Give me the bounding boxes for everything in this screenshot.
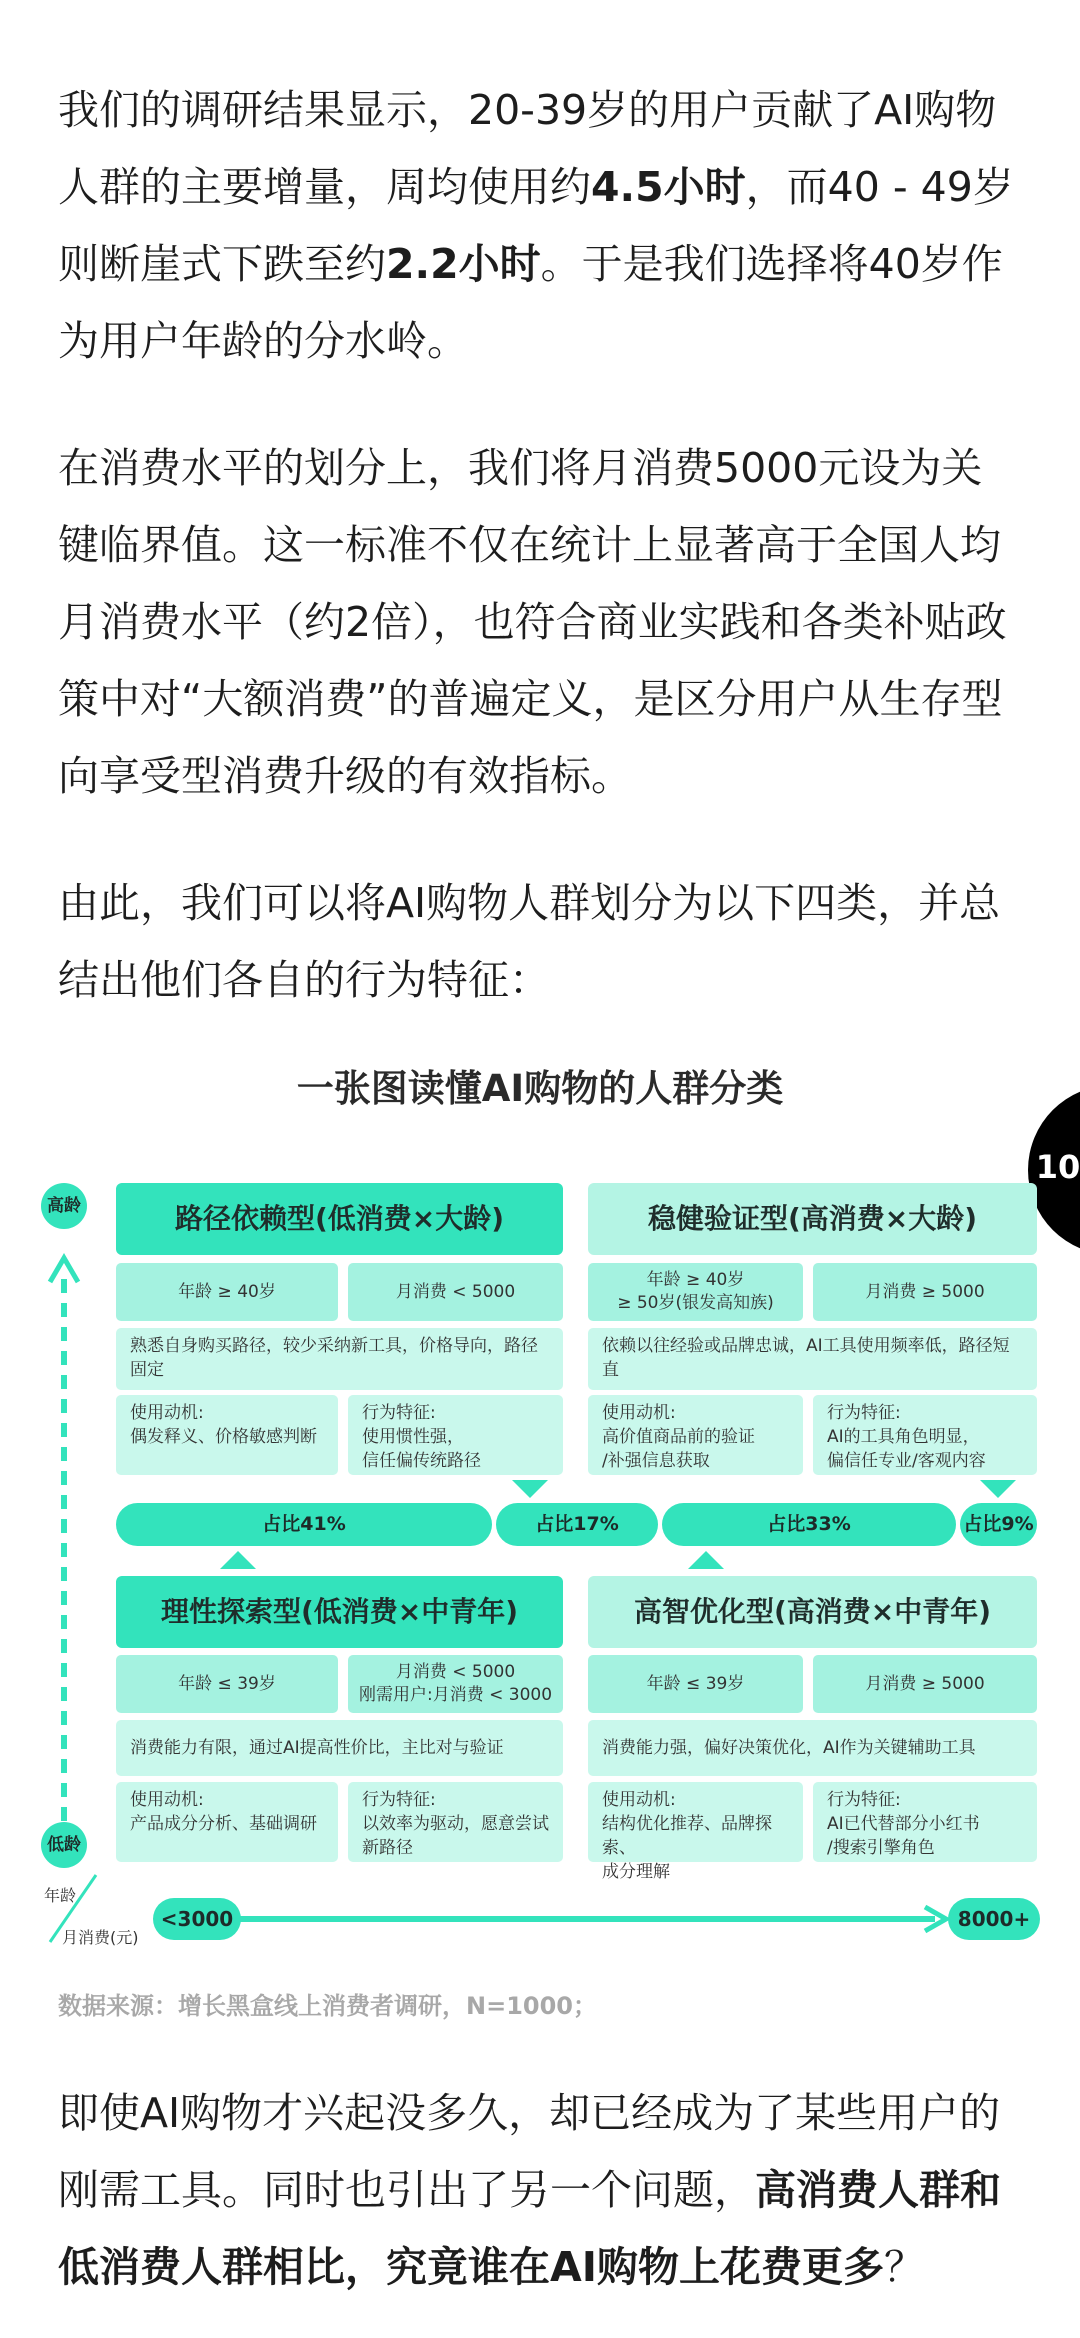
figure-title: 一张图读懂AI购物的人群分类 xyxy=(296,1067,784,1110)
quadrant-tr-behavior: 行为特征: AI的工具角色明显， 偏信任专业/客观内容 xyxy=(813,1395,1037,1475)
quadrant-rational-explore-title: 理性探索型(低消费×中青年) xyxy=(116,1576,563,1648)
quadrant-br-spend-chip: 月消费 ≥ 5000 xyxy=(813,1655,1037,1713)
quadrant-br-behavior: 行为特征: AI已代替部分小红书 /搜索引擎角色 xyxy=(813,1782,1037,1862)
age-high-label: 高龄 xyxy=(41,1183,87,1229)
share-smart-optimize: 占比9% xyxy=(960,1503,1037,1546)
consumption-paragraph: 在消费水平的划分上，我们将月消费5000元设为关键临界值。这一标准不仅在统计上显著高于全国人均月消费水平（约2倍），也符合商业实践和各类补贴政策中对“大额消费”的普遍定义，是区分用户从生存型向享受型消费升级的有效指标。 xyxy=(58,444,1007,800)
classification-paragraph: 由此，我们可以将AI购物人群划分为以下四类，并总结出他们各自的行为特征： xyxy=(58,879,1001,1004)
data-source-note: 数据来源：增长黑盒线上消费者调研，N=1000； xyxy=(58,1992,597,2020)
page-number: 10 xyxy=(1035,1148,1080,1186)
quadrant-br-description: 消费能力强，偏好决策优化，AI作为关键辅助工具 xyxy=(588,1720,1037,1776)
spend-high-label: 8000+ xyxy=(948,1898,1040,1940)
spend-axis-label: 月消费(元) xyxy=(62,1928,139,1947)
share-pointer xyxy=(512,1480,548,1498)
share-pointer xyxy=(980,1480,1016,1498)
quadrant-br-motive: 使用动机: 结构优化推荐、品牌探索、 成分理解 xyxy=(588,1782,803,1862)
quadrant-tl-behavior: 行为特征: 使用惯性强， 信任偏传统路径 xyxy=(348,1395,563,1475)
quadrant-bl-behavior: 行为特征: 以效率为驱动，愿意尝试 新路径 xyxy=(348,1782,563,1862)
quadrant-tl-spend-chip: 月消费 < 5000 xyxy=(348,1263,563,1321)
quadrant-bl-motive: 使用动机: 产品成分分析、基础调研 xyxy=(116,1782,338,1862)
quadrant-br-age-chip: 年龄 ≤ 39岁 xyxy=(588,1655,803,1713)
share-steady-verify: 占比17% xyxy=(496,1503,658,1546)
quadrant-tr-motive: 使用动机: 高价值商品前的验证 /补强信息获取 xyxy=(588,1395,803,1475)
quadrant-bl-spend-chip: 月消费 < 5000 刚需用户:月消费 < 3000 xyxy=(348,1655,563,1713)
quadrant-tl-description: 熟悉自身购买路径，较少采纳新工具，价格导向，路径固定 xyxy=(116,1328,563,1390)
quadrant-bl-age-chip: 年龄 ≤ 39岁 xyxy=(116,1655,338,1713)
age-low-label: 低龄 xyxy=(41,1822,87,1868)
quadrant-tr-spend-chip: 月消费 ≥ 5000 xyxy=(813,1263,1037,1321)
quadrant-path-dependent-title: 路径依赖型(低消费×大龄) xyxy=(116,1183,563,1255)
quadrant-tl-age-chip: 年龄 ≥ 40岁 xyxy=(116,1263,338,1321)
quadrant-tl-motive: 使用动机: 偶发释义、价格敏感判断 xyxy=(116,1395,338,1475)
closing-paragraph: 即使AI购物才兴起没多久，却已经成为了某些用户的刚需工具。同时也引出了另一个问题，高消费人群和低消费人群相比，究竟谁在AI购物上花费更多？ xyxy=(58,2089,1001,2291)
share-pointer xyxy=(220,1551,256,1569)
share-path-dependent: 占比41% xyxy=(116,1503,492,1546)
spend-low-label: <3000 xyxy=(153,1898,241,1940)
intro-paragraph: 我们的调研结果显示，20-39岁的用户贡献了AI购物人群的主要增量，周均使用约4.5小时，而40 - 49岁则断崖式下跌至约2.2小时。于是我们选择将40岁作为用户年龄的分水岭。 xyxy=(58,86,1014,365)
quadrant-tr-description: 依赖以往经验或品牌忠诚，AI工具使用频率低，路径短直 xyxy=(588,1328,1037,1390)
age-axis-label: 年龄 xyxy=(44,1886,77,1905)
quadrant-steady-verify-title: 稳健验证型(高消费×大龄) xyxy=(588,1183,1037,1255)
quadrant-smart-optimize-title: 高智优化型(高消费×中青年) xyxy=(588,1576,1037,1648)
share-rational-explore: 占比33% xyxy=(662,1503,956,1546)
quadrant-tr-age-chip: 年龄 ≥ 40岁 ≥ 50岁(银发高知族) xyxy=(588,1263,803,1321)
quadrant-bl-description: 消费能力有限，通过AI提高性价比，主比对与验证 xyxy=(116,1720,563,1776)
share-pointer xyxy=(688,1551,724,1569)
